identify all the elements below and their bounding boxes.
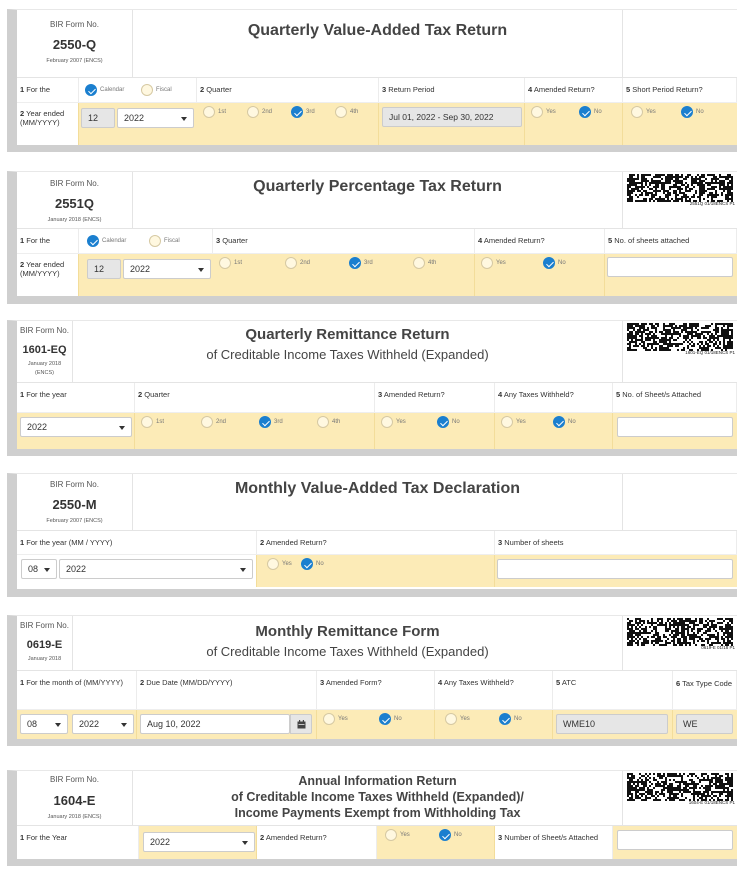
bir-form-number: 0619-E: [26, 639, 63, 651]
values-row: [17, 826, 737, 859]
form-subtitle: of Creditable Income Taxes Withheld (Expanded): [206, 347, 489, 362]
quarter-options: [135, 413, 375, 449]
form-header: [17, 771, 737, 826]
radio-taxes-no[interactable]: No: [553, 416, 576, 428]
form-title-box: [133, 22, 622, 40]
form-title: Monthly Remittance Form: [255, 623, 440, 640]
label-sheets: 3 Number of Sheet/s Attached: [495, 826, 613, 859]
radio-q4[interactable]: 4th: [413, 257, 436, 269]
bir-form-label: BIR Form No.: [50, 20, 99, 29]
label-for-year: 1 For the Year: [17, 826, 139, 859]
label-quarter: 2 Quarter: [197, 78, 379, 102]
short-period-options: [623, 103, 737, 145]
radio-amended-no[interactable]: No: [543, 257, 566, 269]
barcode-image: [627, 323, 733, 351]
radio-amended-yes[interactable]: Yes: [481, 257, 506, 269]
label-any-taxes: 4 Any Taxes Withheld?: [435, 671, 553, 709]
bir-form-date: January 2018: [27, 656, 62, 662]
tax-type-cell: [673, 710, 737, 739]
form-1601eq: [7, 320, 737, 456]
bir-form-box: [17, 616, 73, 670]
period-cell: [17, 710, 137, 739]
barcode-text: 0619-E 01/18 P1: [701, 645, 735, 650]
amended-options: [317, 710, 435, 739]
radio-amended-no[interactable]: No: [439, 829, 462, 841]
form-title-box: [73, 623, 622, 659]
bir-form-number: 2550-M: [52, 497, 97, 512]
atc-input: WME10: [556, 714, 668, 734]
radio-q2[interactable]: 2nd: [201, 416, 226, 428]
values-row: [17, 555, 737, 587]
bir-form-label: BIR Form No.: [50, 775, 99, 784]
radio-short-yes[interactable]: Yes: [631, 106, 656, 118]
year-select[interactable]: 2022: [143, 832, 255, 852]
year-cell: [17, 413, 135, 449]
any-taxes-options: [435, 710, 553, 739]
label-for-year: 1 For the year: [17, 383, 135, 412]
values-row: [17, 254, 737, 296]
label-quarter: 2 Quarter: [135, 383, 375, 412]
bir-form-label: BIR Form No.: [50, 480, 99, 489]
year-select[interactable]: 2022: [59, 559, 253, 579]
bir-form-date: February 2007 (ENCS): [46, 58, 103, 64]
amended-options: [377, 826, 495, 859]
bir-form-number: 1604-E: [53, 793, 96, 808]
bir-form-label: BIR Form No.: [20, 326, 69, 335]
sheets-input[interactable]: [607, 257, 733, 277]
barcode-box: [622, 474, 737, 530]
due-date-input[interactable]: Aug 10, 2022: [140, 714, 290, 734]
barcode-box: [622, 172, 737, 228]
form-title: Quarterly Remittance Return: [245, 326, 450, 343]
radio-taxes-no[interactable]: No: [499, 713, 522, 725]
bir-form-date: January 2018 (ENCS): [27, 361, 62, 376]
year-select[interactable]: 2022: [117, 108, 194, 128]
form-header: [17, 172, 737, 229]
bir-form-box: [17, 10, 133, 77]
label-tax-type: 6 Tax Type Code: [673, 671, 737, 709]
bir-form-date: January 2018 (ENCS): [47, 814, 102, 820]
radio-q3[interactable]: 3rd: [349, 257, 373, 269]
form-2551q: [7, 171, 737, 304]
bir-form-number: 2551Q: [54, 196, 95, 211]
any-taxes-options: [495, 413, 613, 449]
bir-form-number: 1601-EQ: [22, 344, 67, 356]
bir-form-box: [17, 474, 133, 530]
form-title-box: [73, 326, 622, 362]
month-input[interactable]: 12: [87, 259, 121, 279]
label-for-month: 1 For the month of (MM/YYYY): [17, 671, 137, 709]
amended-options: [525, 103, 623, 145]
radio-amended-no[interactable]: No: [379, 713, 402, 725]
form-header: [17, 321, 737, 383]
radio-calendar[interactable]: Calendar: [87, 235, 126, 247]
label-quarter: 3 Quarter: [213, 229, 475, 253]
label-amended: 3 Amended Form?: [317, 671, 435, 709]
form-title-box: [133, 480, 622, 498]
form-0619e: [7, 615, 737, 746]
label-atc: 5 ATC: [553, 671, 673, 709]
form-title-box: [133, 178, 622, 196]
barcode-box: [622, 10, 737, 77]
barcode-box: [622, 771, 737, 825]
month-select[interactable]: 08: [20, 714, 68, 734]
sheets-cell: [613, 413, 737, 449]
form-subtitle: of Creditable Income Taxes Withheld (Expanded)/: [231, 790, 524, 804]
calendar-icon: [297, 720, 306, 729]
form-title: Annual Information Return: [298, 774, 457, 788]
form-header: [17, 616, 737, 671]
bir-form-box: [17, 771, 133, 825]
labels-row: [17, 78, 737, 103]
bir-form-label: BIR Form No.: [50, 179, 99, 188]
barcode-text: 2551Q 01/18ENCS P1: [689, 201, 735, 206]
radio-amended-no[interactable]: No: [437, 416, 460, 428]
bir-form-box: [17, 321, 73, 382]
sheets-input[interactable]: [617, 417, 733, 437]
radio-q3[interactable]: 3rd: [259, 416, 283, 428]
label-sheets: 5 No. of sheets attached: [605, 229, 737, 253]
year-select[interactable]: 2022: [123, 259, 211, 279]
calendar-fiscal-cell: [79, 78, 197, 102]
radio-q3[interactable]: 3rd: [291, 106, 315, 118]
form-2550m: [7, 473, 737, 597]
radio-q4[interactable]: 4th: [335, 106, 358, 118]
radio-taxes-yes[interactable]: Yes: [501, 416, 526, 428]
barcode-image: [627, 618, 733, 646]
form-header: [17, 10, 737, 78]
labels-row: [17, 229, 737, 254]
label-any-taxes: 4 Any Taxes Withheld?: [495, 383, 613, 412]
label-amended: 4 Amended Return?: [475, 229, 605, 253]
label-short-period: 5 Short Period Return?: [623, 78, 737, 102]
radio-amended-yes[interactable]: Yes: [531, 106, 556, 118]
bir-form-date: February 2007 (ENCS): [46, 518, 103, 524]
label-return-period: 3 Return Period: [379, 78, 525, 102]
return-period-cell: [379, 103, 525, 145]
quarter-options: [213, 254, 475, 296]
values-row: [17, 710, 737, 739]
radio-amended-yes[interactable]: Yes: [323, 713, 348, 725]
barcode-image: [627, 174, 733, 202]
radio-fiscal[interactable]: Fiscal: [141, 84, 172, 96]
radio-q4[interactable]: 4th: [317, 416, 340, 428]
sheets-cell: [613, 826, 737, 859]
label-sheets: 3 Number of sheets: [495, 531, 737, 554]
radio-taxes-yes[interactable]: Yes: [445, 713, 470, 725]
radio-q1[interactable]: 1st: [203, 106, 226, 118]
barcode-box: [622, 321, 737, 382]
label-for-the: 1 For the: [17, 78, 79, 102]
values-row: [17, 413, 737, 449]
sheets-input[interactable]: [617, 830, 733, 850]
amended-options: [475, 254, 605, 296]
calendar-fiscal-cell: [79, 229, 213, 253]
radio-q2[interactable]: 2nd: [247, 106, 272, 118]
label-due-date: 2 Due Date (MM/DD/YYYY): [137, 671, 317, 709]
form-title-box: [133, 774, 622, 821]
bir-form-number: 2550-Q: [52, 37, 97, 52]
labels-row: [17, 671, 737, 710]
radio-q1[interactable]: 1st: [219, 257, 242, 269]
year-select[interactable]: 2022: [72, 714, 134, 734]
label-amended: 3 Amended Return?: [375, 383, 495, 412]
label-for-year: 1 For the year (MM / YYYY): [17, 531, 257, 554]
year-select[interactable]: 2022: [20, 417, 132, 437]
sheets-input[interactable]: [497, 559, 733, 579]
radio-fiscal[interactable]: Fiscal: [149, 235, 180, 247]
form-2550q: [7, 9, 737, 152]
bir-form-date: January 2018 (ENCS): [47, 217, 102, 223]
label-for-the: 1 For the: [17, 229, 79, 253]
radio-amended-yes[interactable]: Yes: [267, 558, 292, 570]
year-cell: [139, 826, 257, 859]
barcode-text: 1604-E 01/18ENCS P1: [688, 800, 735, 805]
labels-row: [17, 383, 737, 413]
return-period-input: Jul 01, 2022 - Sep 30, 2022: [382, 107, 522, 127]
form-title: Monthly Value-Added Tax Declaration: [234, 480, 521, 497]
form-subtitle-2: Income Payments Exempt from Withholding Tax: [234, 806, 521, 820]
form-header: [17, 474, 737, 531]
label-year-ended: 2 Year ended (MM/YYYY): [17, 103, 79, 145]
radio-q1[interactable]: 1st: [141, 416, 164, 428]
month-input[interactable]: 12: [81, 108, 115, 128]
values-row: [17, 103, 737, 145]
radio-q2[interactable]: 2nd: [285, 257, 310, 269]
form-1604e: [7, 770, 737, 866]
barcode-text: 1601-EQ 01/18ENCS P1: [685, 350, 735, 355]
amended-options: [375, 413, 495, 449]
barcode-box: [622, 616, 737, 670]
month-select[interactable]: 08: [21, 559, 57, 579]
label-amended: 4 Amended Return?: [525, 78, 623, 102]
radio-amended-no[interactable]: No: [579, 106, 602, 118]
bir-form-label: BIR Form No.: [20, 621, 69, 630]
radio-calendar[interactable]: Calendar: [85, 84, 124, 96]
sheets-cell: [605, 254, 737, 296]
tax-type-input: WE: [676, 714, 733, 734]
labels-row: [17, 531, 737, 555]
atc-cell: [553, 710, 673, 739]
label-amended: 2 Amended Return?: [257, 531, 495, 554]
radio-short-no[interactable]: No: [681, 106, 704, 118]
label-sheets: 5 No. of Sheet/s Attached: [613, 383, 737, 412]
form-title: Quarterly Value-Added Tax Return: [247, 22, 508, 39]
calendar-button[interactable]: [290, 714, 312, 734]
due-date-cell: [137, 710, 317, 739]
radio-amended-no[interactable]: No: [301, 558, 324, 570]
amended-options: [257, 555, 495, 587]
bir-form-box: [17, 172, 133, 228]
sheets-cell: [495, 555, 737, 587]
radio-amended-yes[interactable]: Yes: [381, 416, 406, 428]
form-subtitle: of Creditable Income Taxes Withheld (Expanded): [206, 644, 489, 659]
label-year-ended: 2 Year ended (MM/YYYY): [17, 254, 79, 296]
label-amended: 2 Amended Return?: [257, 826, 377, 859]
period-cell: [17, 555, 257, 587]
radio-amended-yes[interactable]: Yes: [385, 829, 410, 841]
quarter-options: [197, 103, 379, 145]
form-title: Quarterly Percentage Tax Return: [253, 178, 502, 195]
barcode-image: [627, 773, 733, 801]
